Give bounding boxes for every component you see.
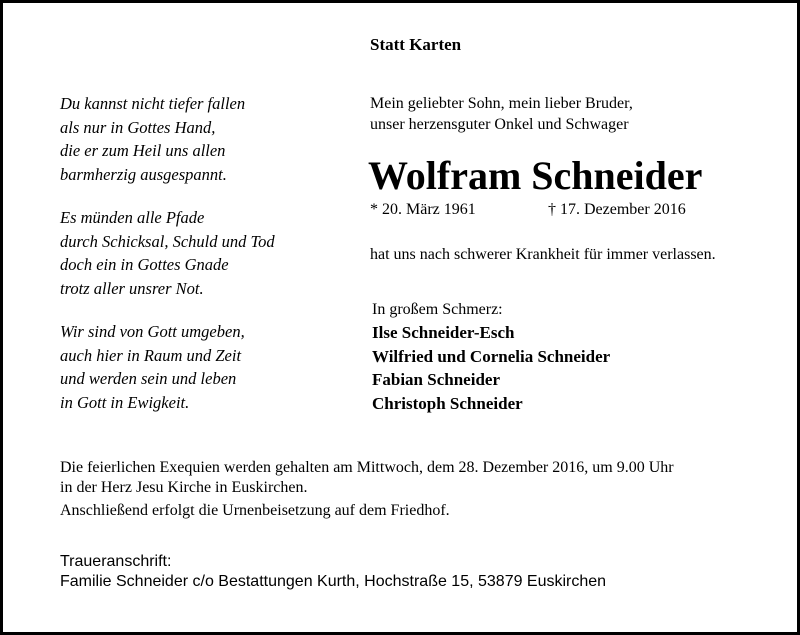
poem-line: in Gott in Ewigkeit. xyxy=(60,393,190,413)
mourners-list xyxy=(372,321,610,415)
poem-line: barmherzig ausgespannt. xyxy=(60,165,227,185)
poem-line: Es münden alle Pfade xyxy=(60,208,205,227)
deceased-name: Wolfram Schneider xyxy=(368,153,703,198)
mourner-name: Wilfried und Cornelia Schneider xyxy=(372,346,611,366)
poem-line: die er zum Heil uns allen xyxy=(60,141,226,161)
poem-stanza-1 xyxy=(60,92,245,187)
mourning-address: Familie Schneider c/o Bestattungen Kurth, Hochstraße 15, 53879 Euskirchen xyxy=(60,573,607,590)
poem-line: und werden sein und leben xyxy=(60,369,237,389)
passing-statement: hat uns nach schwerer Krankheit für immer verlassen. xyxy=(370,246,716,263)
burial-note: Anschließend erfolgt die Urnenbeisetzung auf dem Friedhof. xyxy=(60,502,450,519)
intro-line: Mein geliebter Sohn, mein lieber Bruder, xyxy=(370,95,633,112)
poem-stanza-3 xyxy=(60,320,245,415)
poem-line: Du kannst nicht tiefer fallen xyxy=(60,94,246,113)
birth-date: * 20. März 1961 xyxy=(370,201,476,218)
poem-line: als nur in Gottes Hand, xyxy=(60,117,216,137)
poem-line: trotz aller unsrer Not. xyxy=(60,279,204,299)
death-date: † 17. Dezember 2016 xyxy=(548,201,686,218)
poem-stanza-2 xyxy=(60,206,275,301)
funeral-line: in der Herz Jesu Kirche in Euskirchen. xyxy=(60,479,308,496)
poem-line: doch ein in Gottes Gnade xyxy=(60,255,229,275)
address-label: Traueranschrift: xyxy=(60,553,172,570)
funeral-details xyxy=(60,458,674,498)
header-title: Statt Karten xyxy=(370,35,462,54)
poem-line: Wir sind von Gott umgeben, xyxy=(60,322,245,341)
poem-line: auch hier in Raum und Zeit xyxy=(60,345,242,365)
mourners-label: In großem Schmerz: xyxy=(372,301,503,318)
mourner-name: Ilse Schneider-Esch xyxy=(372,323,515,342)
mourner-name: Christoph Schneider xyxy=(372,393,523,413)
mourner-name: Fabian Schneider xyxy=(372,370,500,389)
poem-line: durch Schicksal, Schuld und Tod xyxy=(60,231,275,251)
announcement-intro xyxy=(370,93,633,135)
funeral-line: Die feierlichen Exequien werden gehalten am Mittwoch, dem 28. Dezember 2016, um 9.00 Uhr xyxy=(60,459,674,476)
intro-line: unser herzensguter Onkel und Schwager xyxy=(370,116,629,133)
